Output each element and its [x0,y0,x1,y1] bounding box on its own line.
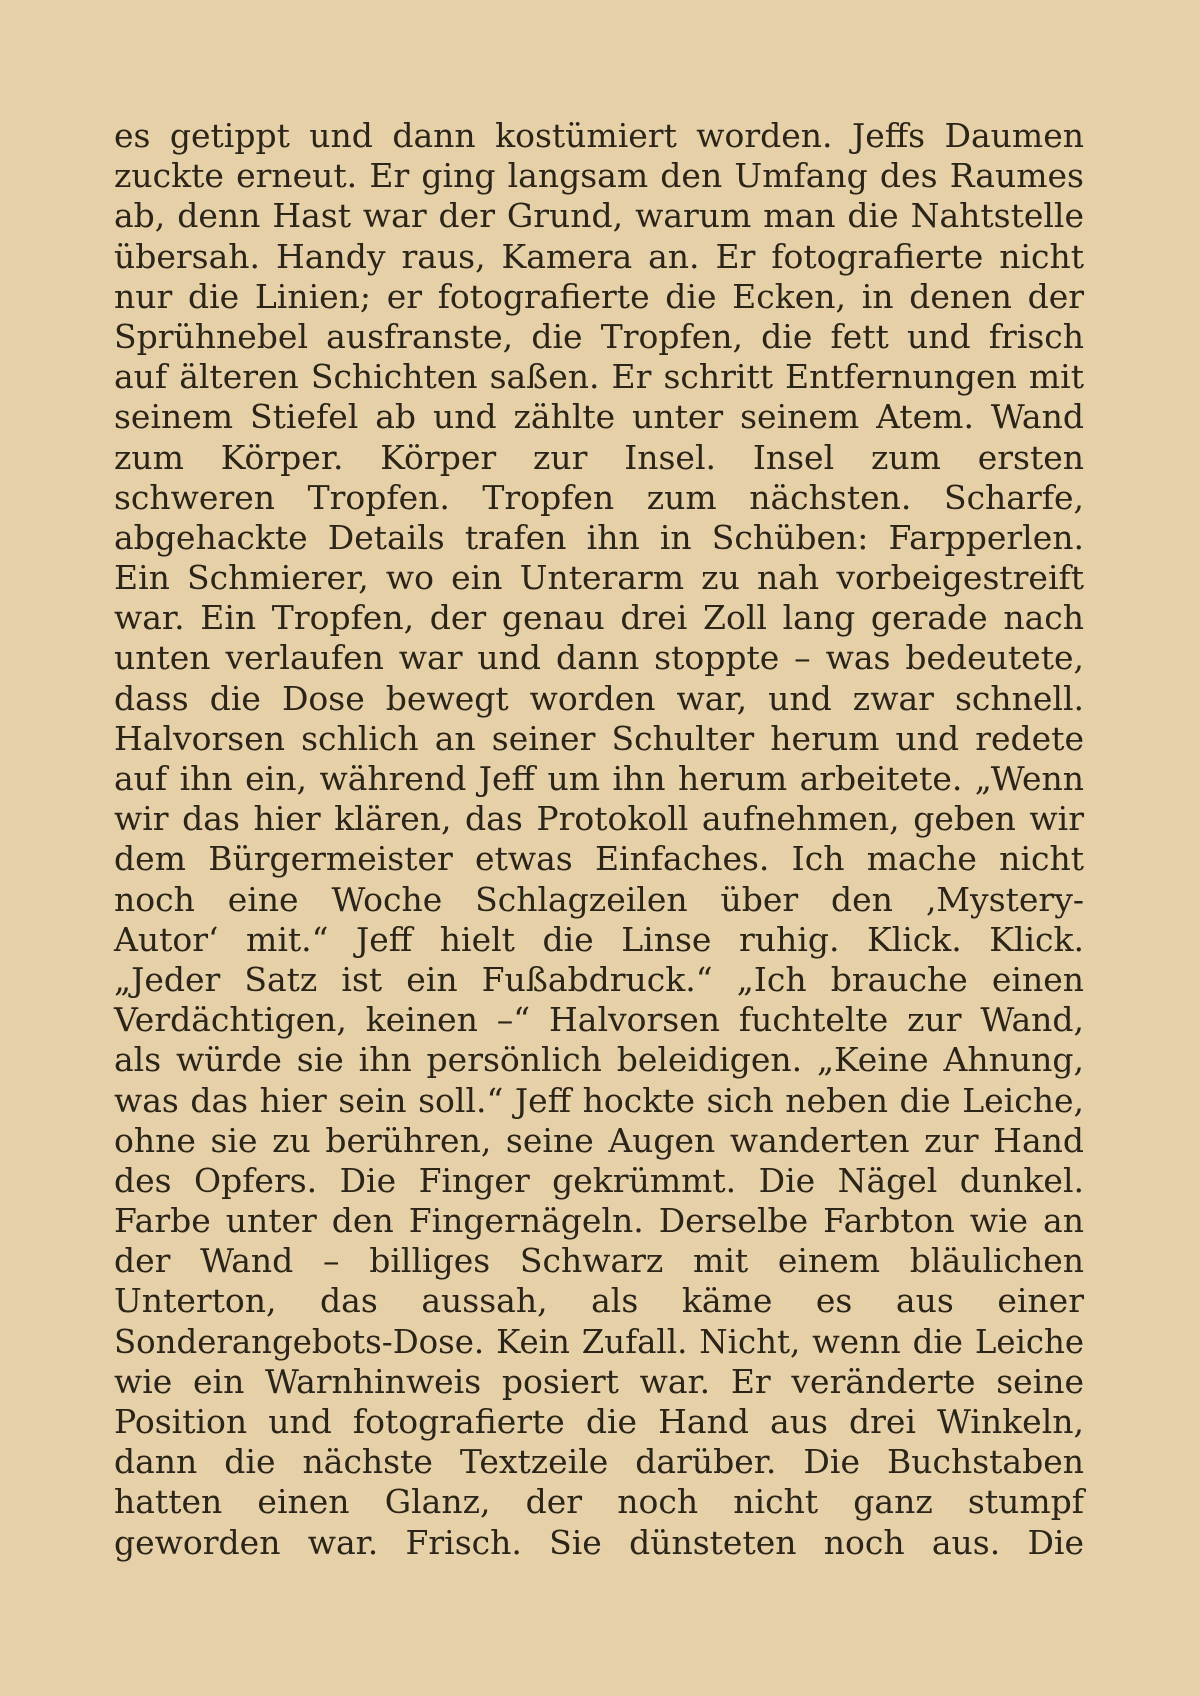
text-line: der Wand – billiges Schwarz mit einem bläulichen [114,1241,1084,1281]
text-line: auf älteren Schichten saßen. Er schritt Entfernungen mit [114,357,1084,397]
text-line: dem Bürgermeister etwas Einfaches. Ich mache nicht [114,839,1084,879]
text-line: war. Ein Tropfen, der genau drei Zoll lang gerade nach [114,598,1084,638]
text-line: es getippt und dann kostümiert worden. Jeffs Daumen [114,116,1084,155]
text-line: noch eine Woche Schlagzeilen über den ‚Mystery- [114,879,1084,919]
body-text [114,116,1084,1563]
text-line: was das hier sein soll.“ Jeff hockte sich neben die Leiche, [114,1080,1084,1120]
text-line: unten verlaufen war und dann stoppte – was bedeutete, [114,638,1084,678]
text-line: übersah. Handy raus, Kamera an. Er fotografierte nicht [114,236,1084,276]
text-line: ohne sie zu berühren, seine Augen wanderten zur Hand [114,1120,1084,1160]
text-line: hatten einen Glanz, der noch nicht ganz stumpf [114,1482,1084,1522]
text-line: Ein Schmierer, wo ein Unterarm zu nah vorbeigestreift [114,558,1084,598]
text-line: Autor‘ mit.“ Jeff hielt die Linse ruhig. Klick. Klick. [114,919,1084,959]
text-line: Sonderangebots-Dose. Kein Zufall. Nicht, wenn die Leiche [114,1322,1084,1361]
text-line: „Jeder Satz ist ein Fußabdruck.“ „Ich brauche einen [114,959,1084,999]
text-line: Sprühnebel ausfranste, die Tropfen, die fett und frisch [114,316,1084,356]
text-line: Farbe unter den Fingernägeln. Derselbe Farbton wie an [114,1201,1084,1241]
text-line: dass die Dose bewegt worden war, und zwar schnell. [114,678,1084,718]
text-line: Halvorsen schlich an seiner Schulter herum und redete [114,718,1084,758]
text-line: seinem Stiefel ab und zählte unter seinem Atem. Wand [114,397,1084,437]
text-line: zum Körper. Körper zur Insel. Insel zum ersten [114,437,1084,477]
text-line: wir das hier klären, das Protokoll aufnehmen, geben wir [114,799,1084,839]
text-line: wie ein Warnhinweis posiert war. Er veränderte seine [114,1361,1084,1401]
text-line: dann die nächste Textzeile darüber. Die Buchstaben [114,1442,1084,1482]
text-line: geworden war. Frisch. Sie dünsteten noch aus. Die [114,1522,1084,1562]
text-line: des Opfers. Die Finger gekrümmt. Die Nägel dunkel. [114,1160,1084,1200]
text-line: abgehackte Details trafen ihn in Schüben: Farpperlen. [114,517,1084,557]
text-line: Verdächtigen, keinen –“ Halvorsen fuchtelte zur Wand, [114,1000,1084,1040]
text-line: schweren Tropfen. Tropfen zum nächsten. Scharfe, [114,477,1084,517]
text-line: ab, denn Hast war der Grund, warum man die Nahtstelle [114,196,1084,236]
text-line: als würde sie ihn persönlich beleidigen. „Keine Ahnung, [114,1040,1084,1080]
text-line: Position und fotografierte die Hand aus drei Winkeln, [114,1402,1084,1441]
text-line: nur die Linien; er fotografierte die Ecken, in denen der [114,276,1084,316]
text-line: zuckte erneut. Er ging langsam den Umfang des Raumes [114,156,1084,196]
text-line: Unterton, das aussah, als käme es aus einer [114,1281,1084,1321]
text-line: auf ihn ein, während Jeff um ihn herum arbeitete. „Wenn [114,759,1084,798]
